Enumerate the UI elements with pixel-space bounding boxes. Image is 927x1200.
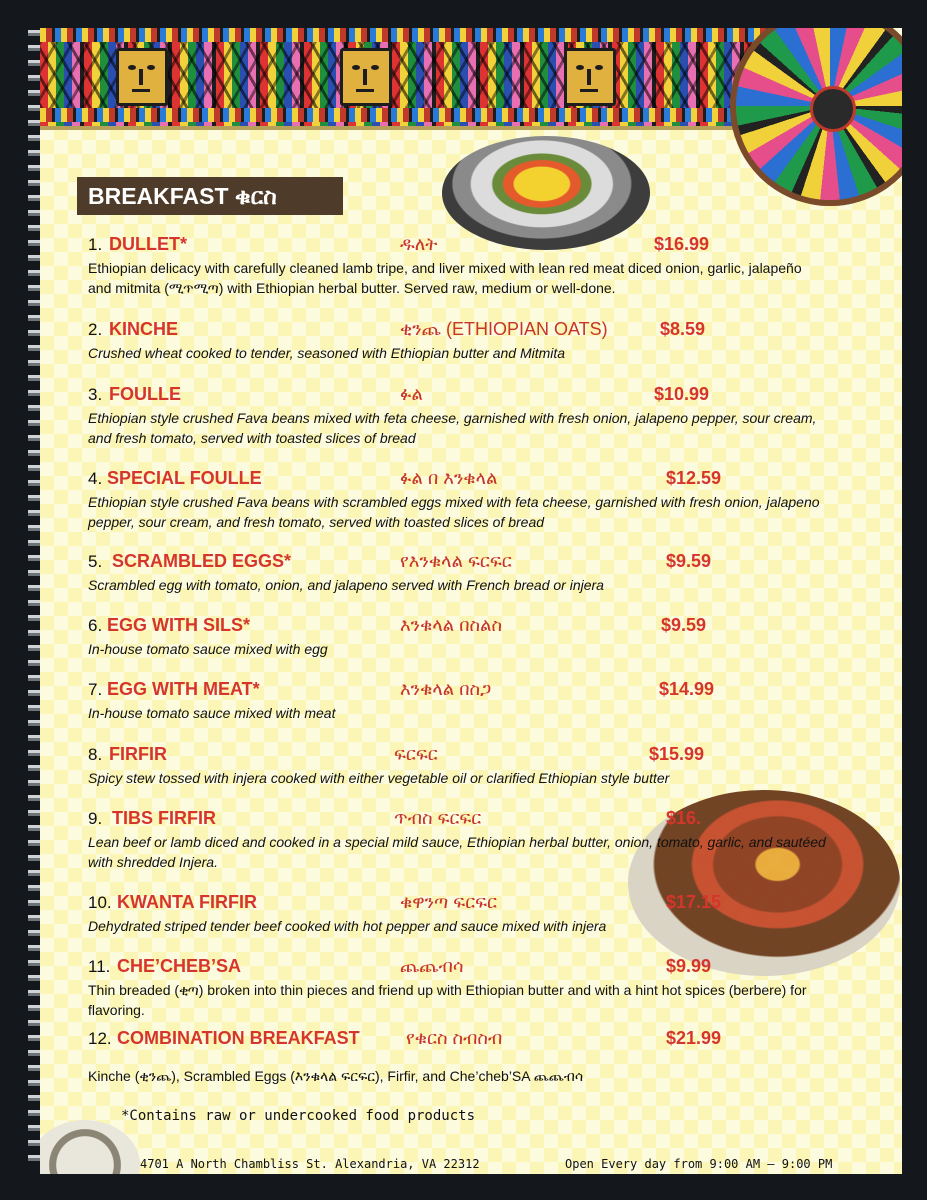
- item-name: COMBINATION BREAKFAST: [117, 1028, 360, 1048]
- banner-top-band: [40, 28, 780, 42]
- item-number: 11.: [88, 957, 111, 976]
- item-name: EGG WITH MEAT*: [107, 679, 260, 699]
- item-number: 12.: [88, 1029, 112, 1048]
- banner-bottom-band: [40, 108, 780, 122]
- item-price: $9.59: [661, 615, 707, 635]
- spiral-binding: [28, 30, 40, 1170]
- item-amharic-name: ፉል በ እንቁላል: [400, 468, 498, 488]
- item-amharic-name: የቁርስ ስብስብ: [406, 1028, 503, 1048]
- item-number: 4.: [88, 469, 103, 488]
- item-name: SCRAMBLED EGGS*: [112, 551, 292, 571]
- breakfast-food-photo: [442, 136, 650, 250]
- item-name: FIRFIR: [109, 744, 167, 764]
- item-description: Spicy stew tossed with injera cooked with either vegetable oil or clarified Ethiopian style butter: [88, 770, 670, 786]
- combination-contents: Kinche (ቂንጨ), Scrambled Eggs (እንቁላል ፍርፍር), Firfir, and Che’cheb’SA ጨጨብሳ: [88, 1068, 584, 1084]
- item-price: $16.: [666, 808, 702, 828]
- item-amharic-name: ዱለት: [400, 234, 438, 254]
- item-name: TIBS FIRFIR: [112, 808, 216, 828]
- menu-item-combination-breakfast: [88, 1028, 848, 1050]
- item-amharic-name: ቁዋንጣ ፍርፍር: [400, 892, 497, 912]
- item-price: $15.99: [649, 744, 705, 764]
- item-description: Ethiopian style crushed Fava beans with scrambled eggs mixed with feta cheese, garnished with fresh onion, jalapeno pepper, sour cream, and fresh tomato, served with toasted slices of bread: [88, 494, 820, 530]
- item-number: 6.: [88, 616, 103, 635]
- item-name: KINCHE: [109, 319, 179, 339]
- item-name: SPECIAL FOULLE: [107, 468, 262, 488]
- opening-hours: Open Every day from 9:00 AM — 9:00 PM: [565, 1157, 833, 1171]
- item-amharic-name: ጥብስ ፍርፍር: [394, 808, 482, 828]
- item-number: 2.: [88, 320, 103, 339]
- item-amharic-name: ፍርፍር: [394, 744, 438, 764]
- menu-item-foulle: [88, 384, 848, 448]
- section-heading: BREAKFAST ቁርስ: [77, 177, 343, 215]
- item-description: Ethiopian delicacy with carefully cleaned lamb tripe, and liver mixed with lean red meat diced onion, garlic, jalapeño and mitmita (ሚጥሚጣ) with Ethiopian herbal butter. Served raw, medium or well-done.: [88, 260, 802, 296]
- item-price: $9.59: [666, 551, 712, 571]
- item-number: 9.: [88, 809, 103, 828]
- face-motif-icon: [564, 48, 616, 106]
- item-description: Thin breaded (ቂጣ) broken into thin pieces and friend up with Ethiopian butter and with a hint hot spices (berbere) for flavoring.: [88, 982, 807, 1018]
- menu-item-scrambled-eggs: [88, 551, 848, 595]
- item-description: Scrambled egg with tomato, onion, and jalapeno served with French bread or injera: [88, 577, 604, 593]
- item-number: 8.: [88, 745, 103, 764]
- item-price: $14.99: [659, 679, 715, 699]
- item-amharic-name: እንቁላል በስልስ: [400, 615, 503, 635]
- item-number: 1.: [88, 235, 103, 254]
- menu-item-checheb-sa: [88, 956, 848, 1020]
- item-description: In-house tomato sauce mixed with egg: [88, 641, 328, 657]
- item-name: FOULLE: [109, 384, 181, 404]
- item-amharic-name: ፉል: [400, 384, 423, 404]
- item-name: CHE’CHEB’SA: [117, 956, 242, 976]
- item-price: $21.99: [666, 1028, 722, 1048]
- plate-image: [40, 1120, 140, 1174]
- item-price: $10.99: [654, 384, 710, 404]
- item-amharic-name: ጨጨብሳ: [400, 956, 464, 976]
- item-number: 5.: [88, 552, 103, 571]
- menu-page: [40, 28, 902, 1174]
- item-amharic-name: እንቁላል በስጋ: [400, 679, 492, 699]
- face-motif-icon: [116, 48, 168, 106]
- face-motif-icon: [340, 48, 392, 106]
- item-price: $9.99: [666, 956, 712, 976]
- item-amharic-name: የእንቁላል ፍርፍር: [400, 551, 512, 571]
- address: 4701 A North Chambliss St. Alexandria, VA 22312: [140, 1157, 480, 1171]
- menu-item-tibs-firfir: [88, 808, 848, 872]
- raw-food-note: *Contains raw or undercooked food products: [121, 1108, 476, 1124]
- item-price: $16.99: [654, 234, 710, 254]
- item-name: DULLET*: [109, 234, 187, 254]
- menu-item-firfir: [88, 744, 848, 788]
- menu-item-egg-with-sils: [88, 615, 848, 659]
- item-name: KWANTA FIRFIR: [117, 892, 257, 912]
- item-price: $12.59: [666, 468, 722, 488]
- item-number: 7.: [88, 680, 103, 699]
- item-description: Lean beef or lamb diced and cooked in a special mild sauce, Ethiopian herbal butter, onion, tomato, garlic, and sautéed with shredded Injera.: [88, 834, 826, 870]
- item-amharic-name: ቂንጨ (ETHIOPIAN OATS): [400, 319, 608, 339]
- item-price: $8.59: [660, 319, 706, 339]
- menu-item-special-foulle: [88, 468, 848, 532]
- item-price: $17.15: [666, 892, 722, 912]
- item-number: 10.: [88, 893, 112, 912]
- menu-item-egg-with-meat: [88, 679, 848, 723]
- menu-item-kwanta-firfir: [88, 892, 848, 936]
- menu-item-kinche: [88, 319, 848, 363]
- item-name: EGG WITH SILS*: [107, 615, 251, 635]
- menu-item-dullet: [88, 234, 848, 298]
- decorative-banner: [40, 28, 780, 130]
- woven-basket-image: [730, 28, 902, 206]
- item-description: In-house tomato sauce mixed with meat: [88, 705, 336, 721]
- item-description: Crushed wheat cooked to tender, seasoned with Ethiopian butter and Mitmita: [88, 345, 566, 361]
- item-number: 3.: [88, 385, 103, 404]
- item-description: Ethiopian style crushed Fava beans mixed with feta cheese, garnished with fresh onion, jalapeno pepper, sour cream, and fresh tomato, served with toasted slices of bread: [88, 410, 817, 446]
- item-description: Dehydrated striped tender beef cooked with hot pepper and sauce mixed with injera: [88, 918, 607, 934]
